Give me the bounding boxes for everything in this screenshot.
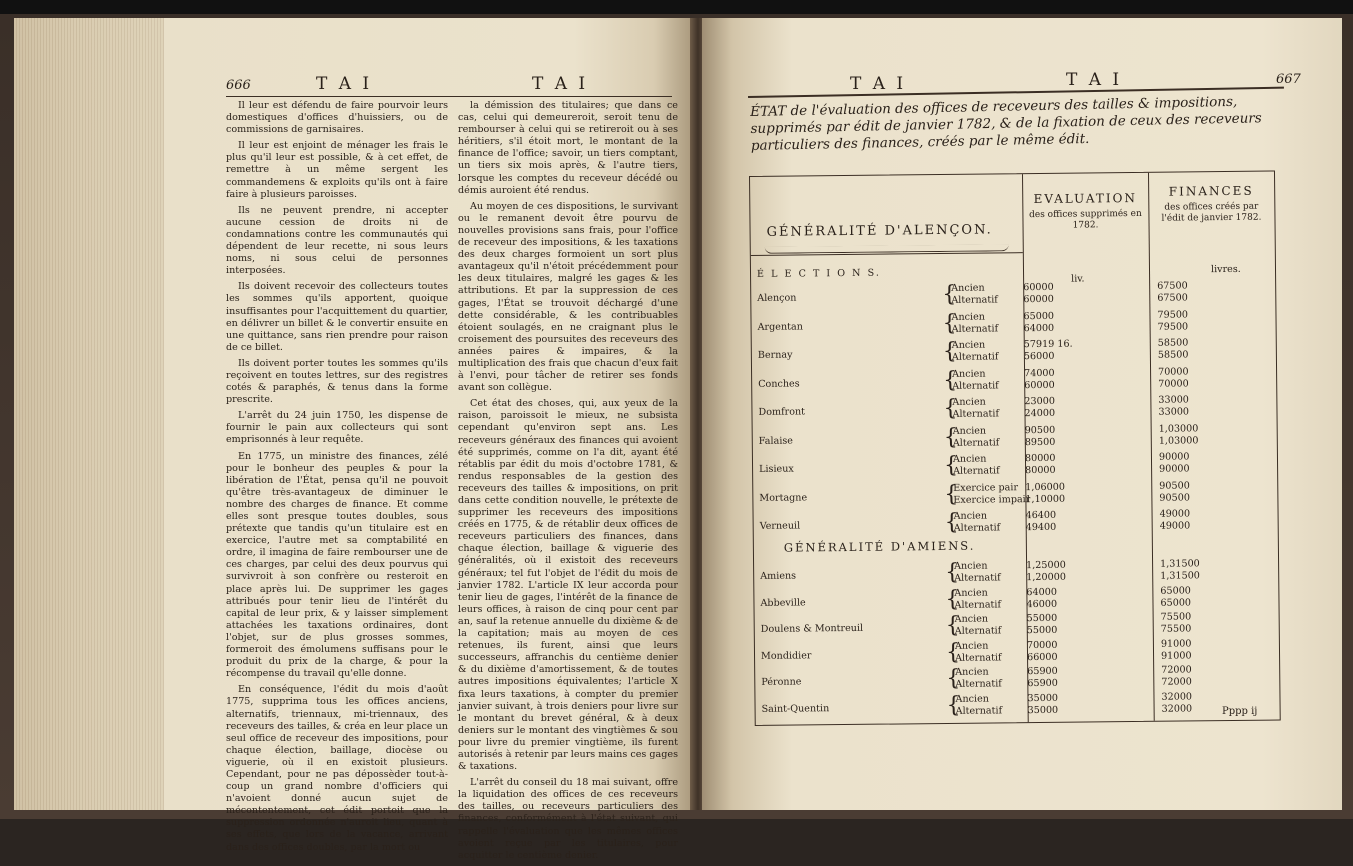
office-type-second: Alternatif xyxy=(954,651,1002,664)
finance-value: 70000 xyxy=(1158,365,1189,378)
brace-icon: { xyxy=(944,481,959,507)
finance-value: 72000 xyxy=(1161,664,1192,676)
office-type-second: Alternatif xyxy=(951,351,999,363)
elections-label: É L E C T I O N S. xyxy=(756,267,881,280)
finance-value: 90500 xyxy=(1159,479,1190,492)
evaluation-value: 80000 xyxy=(1025,464,1056,477)
election-name: Mondidier xyxy=(760,649,812,662)
office-type-second: Exercice impair xyxy=(953,493,1031,506)
finance-values xyxy=(1158,337,1189,361)
office-type-second: Alternatif xyxy=(952,379,999,392)
finance-value: 58500 xyxy=(1157,349,1189,361)
paragraph: En 1775, un ministre des finances, zélé pour le bonheur des peuples & pour la libération de l'État, pensa qu'il ne pouvoit qu'être très-avantageux de diminuer le nombre des charges de finance. Et comme elles sont presque toutes doubles, sous prétexte que tandis qu'un titulaire est en exercice, l'autre met sa comptabilité en ordre, il imagina de faire rembourser une de ces charges, par celui des deux pourvus qui survivroit à son confrère ou resteroit en place après lui. De supprimer les gages attribués pour tenir lieu de l'intérêt du capital de leur prix, & y laisser simplement attachées les taxations ordinaires, dont l'objet, sur de plus grosses sommes, formeroit des émolumens suffisans pour le produit du prix de la charge, & pour la récompense du travail qu'elle donne. xyxy=(226,450,448,680)
paragraph: Il leur est enjoint de ménager les frais le plus qu'il leur est possible, & à cet effet, de remettre à un même sergent les commandemens & exploits qu'ils ont à faire faire à plusieurs paroisses. xyxy=(226,140,448,200)
finance-value: 32000 xyxy=(1161,690,1193,703)
table-row xyxy=(757,451,1273,482)
office-type xyxy=(955,666,1002,690)
paragraph: Au moyen de ces dispositions, le survivant ou le remanent devoit être pourvu de nouvelles provisions sans frais, pour l'office de receveur des impositions, & les taxations des deux charges formoient un sort plus avantageux qu'il n'étoit précédemment pour les deux titulaires, malgré les gages & les attributions. Et par la suppression de ces gages, l'État se trouvoit déchargé d'une dette considérable, & les contribuables étoient soulagés, en ne craignant plus le croisement des poursuites des receveurs des années paires & impaires, & la multiplication des frais que chacun d'eux fait à l'envi, pour tâcher de retirer ses fonds avant son collègue. xyxy=(458,200,678,394)
paragraph: Il leur est défendu de faire pourvoir leurs domestiques d'offices d'huissiers, ou de commissions de garnisaires. xyxy=(226,100,448,136)
table-row xyxy=(758,508,1274,539)
evaluation-value: 46000 xyxy=(1026,598,1058,610)
finance-value: 65000 xyxy=(1160,584,1191,597)
election-name: Amiens xyxy=(760,570,797,582)
election-name: Lisieux xyxy=(759,463,794,475)
evaluation-values xyxy=(1026,560,1066,584)
election-name: Alençon xyxy=(757,292,797,304)
left-column-1 xyxy=(226,100,448,858)
evaluation-value: 57919 16. xyxy=(1023,338,1073,351)
table-row xyxy=(755,280,1271,311)
finance-value: 79500 xyxy=(1157,320,1189,333)
open-book xyxy=(14,18,1342,861)
evaluation-value: 80000 xyxy=(1024,452,1056,465)
brace-icon: { xyxy=(945,559,960,585)
office-type-second: Alternatif xyxy=(952,436,1000,449)
evaluation-values xyxy=(1027,639,1058,663)
finance-values xyxy=(1161,638,1192,662)
evaluation-values xyxy=(1027,613,1058,637)
brace-icon: { xyxy=(943,367,958,393)
paragraph: Ils doivent porter toutes les sommes qu'ils reçoivent en toutes lettres, sur des registres cotés & paraphés, & tenus dans la forme prescrite. xyxy=(226,357,448,406)
right-page-number: 667 xyxy=(1276,72,1301,87)
office-type xyxy=(954,560,1001,584)
finances-unit: livres. xyxy=(1210,263,1241,276)
left-page xyxy=(14,18,694,861)
evaluation-value: 65900 xyxy=(1027,677,1058,690)
evaluation-value: 60000 xyxy=(1024,379,1055,391)
office-type xyxy=(955,640,1002,664)
table-row xyxy=(756,394,1272,425)
office-type-second: Alternatif xyxy=(952,408,1000,420)
finance-values xyxy=(1158,366,1189,390)
finance-value: 67500 xyxy=(1157,292,1188,304)
finance-values xyxy=(1160,508,1191,532)
evaluation-value: 23000 xyxy=(1024,395,1055,408)
evaluation-value: 65000 xyxy=(1023,310,1055,322)
office-type-first: Ancien xyxy=(953,510,988,522)
table-row xyxy=(757,422,1273,453)
evaluation-value: 35000 xyxy=(1027,704,1059,716)
election-name: Péronne xyxy=(761,676,802,688)
evaluation-table xyxy=(749,170,1281,725)
finance-value: 1,03000 xyxy=(1158,422,1199,435)
paragraph: L'arrêt du conseil du 18 mai suivant, offre la liquidation des offices de ces receveurs des tailles, ou receveurs particuliers des finances, conformément à l'état suivant, qui rappelle l'évaluation que les mêmes offices avoient reçue par les titulaires, pour acquitter le centième denier. xyxy=(458,777,678,861)
finances-subheading: des offices créés par l'édit de janvier 1782. xyxy=(1161,201,1262,224)
evaluation-value: 1,25000 xyxy=(1026,559,1066,572)
election-name: Argentan xyxy=(757,320,803,333)
table-row xyxy=(757,479,1273,510)
office-type xyxy=(953,482,1030,507)
finance-value: 49000 xyxy=(1159,508,1191,520)
evaluation-value: 56000 xyxy=(1023,350,1055,363)
finance-values xyxy=(1158,394,1189,418)
finance-values xyxy=(1157,309,1188,333)
generality-amiens-heading: GÉNÉRALITÉ D'AMIENS. xyxy=(783,538,976,555)
evaluation-values xyxy=(1025,453,1056,477)
election-name: Falaise xyxy=(758,435,794,447)
header-rule xyxy=(226,96,672,97)
page-edges xyxy=(14,18,164,810)
paragraph: Ils doivent recevoir des collecteurs toutes les sommes qu'ils apportent, quoique insuffisantes pour l'acquittement du quartier, en délivrer un billet & le convertir ensuite en une quittance, sans rien prendre pour raison de ce billet. xyxy=(226,281,448,353)
finance-value: 91000 xyxy=(1160,649,1192,662)
brace-icon: { xyxy=(946,692,961,718)
left-page-number: 666 xyxy=(226,78,251,93)
office-type-first: Ancien xyxy=(951,311,985,323)
evaluation-values xyxy=(1023,310,1054,334)
brace-icon: { xyxy=(942,281,957,307)
evaluation-value: 74000 xyxy=(1024,367,1055,379)
office-type xyxy=(954,587,1001,611)
brace-icon: { xyxy=(943,395,958,421)
brace-icon: { xyxy=(945,586,960,612)
office-type xyxy=(952,368,999,392)
finance-value: 33000 xyxy=(1158,394,1189,406)
evaluation-value: 49400 xyxy=(1025,521,1057,534)
office-type-second: Alternatif xyxy=(953,522,1001,534)
finance-value: 90500 xyxy=(1159,491,1190,504)
brace-icon: { xyxy=(945,612,960,638)
election-name: Saint-Quentin xyxy=(761,702,830,715)
finance-value: 49000 xyxy=(1159,520,1191,532)
paragraph: la démission des titulaires; que dans ce cas, celui qui demeureroit, seroit tenu de rembourser à celui qui se retireroit ou à ses héritiers, s'il étoit mort, le montant de la finance de l'office; savoir, un tiers comptant, un tiers six mois après, & l'autre tiers, lorsque les comptes du receveur décédé ou démis auroient été rendus. xyxy=(458,100,678,196)
right-header-2: T A I xyxy=(1066,70,1123,90)
finance-value: 1,31500 xyxy=(1160,558,1200,570)
evaluation-value: 55000 xyxy=(1026,624,1058,637)
evaluation-value: 66000 xyxy=(1026,651,1058,663)
right-header-1: T A I xyxy=(850,74,907,94)
evaluation-value: 35000 xyxy=(1027,692,1059,704)
signature-mark: Pppp ij xyxy=(1222,706,1258,717)
office-type xyxy=(952,396,999,420)
left-header-2: T A I xyxy=(532,74,589,94)
evaluation-unit: liv. xyxy=(1071,273,1085,285)
evaluation-value: 1,20000 xyxy=(1026,571,1066,584)
evaluation-subheading: des offices supprimés en 1782. xyxy=(1029,208,1142,231)
finance-value: 32000 xyxy=(1161,702,1193,715)
election-name: Domfront xyxy=(758,406,806,418)
finance-value: 91000 xyxy=(1160,637,1192,650)
brace-icon: { xyxy=(943,424,958,450)
election-name: Doulens & Montreuil xyxy=(760,622,864,635)
table-title: ÉTAT de l'évaluation des offices de receveurs des tailles & impositions, supprimés par édit de janvier 1782, & de la fixation de ceux des receveurs particuliers des finances, créés par le même édit. xyxy=(750,93,1262,154)
office-type-first: Ancien xyxy=(954,587,988,599)
evaluation-value: 60000 xyxy=(1023,293,1054,306)
evaluation-values xyxy=(1024,396,1055,420)
finance-value: 67500 xyxy=(1157,280,1188,292)
brace-icon: { xyxy=(944,509,959,535)
finance-values xyxy=(1160,585,1191,609)
table-row xyxy=(756,365,1272,396)
evaluation-value: 64000 xyxy=(1023,322,1055,334)
finance-values xyxy=(1161,691,1192,715)
finance-value: 72000 xyxy=(1161,676,1192,688)
election-name: Bernay xyxy=(757,349,793,361)
office-type-second: Alternatif xyxy=(954,572,1001,584)
office-type xyxy=(953,453,1000,477)
finance-value: 33000 xyxy=(1158,406,1190,418)
evaluation-heading: EVALUATION xyxy=(1033,190,1138,207)
finances-heading: FINANCES xyxy=(1168,183,1254,199)
paragraph: L'arrêt du 24 juin 1750, les dispense de fournir le pain aux collecteurs qui sont emprisonnés à leur requête. xyxy=(226,410,448,446)
left-column-2 xyxy=(458,100,678,866)
office-type-second: Alternatif xyxy=(954,625,1002,637)
office-type-first: Exercice pair xyxy=(953,481,1019,494)
table-row xyxy=(755,308,1271,339)
finance-values xyxy=(1157,280,1188,304)
evaluation-value: 60000 xyxy=(1023,281,1054,294)
brace-icon: { xyxy=(942,338,957,364)
office-type xyxy=(953,425,1000,449)
evaluation-value: 46400 xyxy=(1025,509,1057,522)
left-header-1: T A I xyxy=(316,74,373,94)
evaluation-value: 24000 xyxy=(1024,407,1056,420)
office-type xyxy=(951,311,998,335)
brace-icon: { xyxy=(943,452,959,478)
office-type-first: Ancien xyxy=(951,282,985,294)
office-type-second: Alternatif xyxy=(951,322,999,335)
paragraph: Ils ne peuvent prendre, ni accepter aucune cession de droits ni de condamnations contre les communautés qui dépendent de leur recette, ni sous leurs noms, ni sous celui de personnes interposées. xyxy=(226,204,448,277)
election-name: Conches xyxy=(758,377,800,390)
evaluation-values xyxy=(1025,481,1065,505)
evaluation-values xyxy=(1027,666,1058,690)
evaluation-values xyxy=(1027,692,1058,716)
evaluation-values xyxy=(1025,424,1056,448)
office-type-first: Ancien xyxy=(952,396,986,408)
right-page xyxy=(702,18,1342,810)
finance-value: 75500 xyxy=(1160,623,1192,635)
finance-value: 90000 xyxy=(1158,451,1190,463)
paragraph: En conséquence, l'édit du mois d'août 1775, supprima tous les offices anciens, alternatifs, triennaux, mi-triennaux, des receveurs des tailles, & créa en leur place un seul office de receveur des impositions, pour chaque élection, baillage, diocèse ou viguerie, où il en existoit plusieurs. Cependant, pour ne pas dépossèder tout-à-coup un grand nombre d'officiers qui n'avoient donné aucun sujet de mécontentement, cet édit portoit que la suppression ordonnée n'auroit lieu, quant à ses effets, que lors de la vacance, arrivant dans des offices doubles, par la mort ou xyxy=(226,684,448,853)
office-type-first: Ancien xyxy=(951,339,986,351)
finance-value: 1,31500 xyxy=(1160,570,1200,582)
table-row xyxy=(759,690,1275,721)
office-type-first: Ancien xyxy=(952,425,987,437)
office-type xyxy=(951,282,998,306)
finance-value: 1,03000 xyxy=(1158,434,1199,447)
office-type-first: Ancien xyxy=(952,368,986,380)
finance-values xyxy=(1159,451,1190,475)
office-type-first: Ancien xyxy=(955,693,989,705)
election-name: Abbeville xyxy=(760,596,806,609)
office-type-second: Alternatif xyxy=(953,465,1000,477)
finance-value: 65000 xyxy=(1160,596,1192,609)
office-type-first: Ancien xyxy=(954,560,988,572)
evaluation-value: 64000 xyxy=(1026,586,1057,598)
finance-value: 75500 xyxy=(1160,611,1192,623)
finance-value: 70000 xyxy=(1158,377,1189,390)
evaluation-value: 1,06000 xyxy=(1025,481,1066,493)
evaluation-value: 65900 xyxy=(1027,665,1058,678)
brace-icon: { xyxy=(946,665,961,691)
table-row xyxy=(756,337,1272,368)
finance-values xyxy=(1159,423,1199,447)
office-type xyxy=(952,339,999,363)
finance-values xyxy=(1160,558,1200,582)
finance-value: 90000 xyxy=(1159,463,1190,475)
paragraph: Cet état des choses, qui, aux yeux de la raison, paroissoit le mieux, ne subsista cependant qu'environ sept ans. Les receveurs généraux des finances qui avoient été supprimés, comme on l'a dit, ayant été rétablis par édit du mois d'octobre 1781, & rendus responsables de la gestion des receveurs des tailles & impositions, on prit dans cette condition nouvelle, le prétexte de supprimer les receveurs des impositions créés en 1775, & de rétablir deux offices de receveurs particuliers des finances, dans chaque élection, baillage & viguerie des généralités, où il existoit des receveurs généraux; tel fut l'objet de l'édit du mois de janvier 1782. L'article IX leur accorda pour tenir lieu de gages, l'intérêt de la finance de leurs offices, à raison de cinq pour cent par an, sauf la retenue annuelle du dixième & de la capitation; mais au moyen de ces retenues, ils furent, ainsi que leurs successeurs, affranchis du centième denier & du dixième d'amortissement, & de toutes autres impositions équivalentes; l'article X fixa leurs taxations, à compter du premier janvier suivant, à trois deniers pour livre sur le montant du brevet général, & à deux deniers sur le montant des vingtièmes & sou pour livre du premier vingtième, ils furent autorisés à retenir par leurs mains ces gages & taxations. xyxy=(458,398,678,773)
office-type xyxy=(955,693,1002,717)
generality-alencon-heading: GÉNÉRALITÉ D'ALENÇON. xyxy=(766,222,993,240)
finance-value: 58500 xyxy=(1157,337,1189,349)
office-type-second: Alternatif xyxy=(951,294,998,306)
evaluation-values xyxy=(1026,510,1057,534)
evaluation-values xyxy=(1024,367,1055,391)
office-type xyxy=(955,613,1002,637)
office-type-first: Ancien xyxy=(954,640,989,652)
brace-icon: { xyxy=(945,639,961,665)
finance-values xyxy=(1161,611,1192,635)
evaluation-values xyxy=(1023,282,1054,306)
finance-values xyxy=(1159,480,1190,504)
evaluation-value: 55000 xyxy=(1026,612,1058,625)
office-type-first: Ancien xyxy=(954,613,989,625)
evaluation-value: 70000 xyxy=(1026,639,1058,651)
office-type-second: Alternatif xyxy=(955,704,1003,717)
office-type xyxy=(954,510,1001,534)
finance-value: 79500 xyxy=(1157,308,1189,321)
finance-values xyxy=(1161,664,1192,688)
evaluation-values xyxy=(1024,339,1073,364)
office-type-second: Alternatif xyxy=(954,598,1002,611)
office-type-second: Alternatif xyxy=(955,678,1002,690)
evaluation-value: 1,10000 xyxy=(1025,493,1066,505)
office-type-first: Ancien xyxy=(952,453,987,465)
evaluation-value: 89500 xyxy=(1024,436,1056,448)
evaluation-value: 90500 xyxy=(1024,424,1056,436)
election-name: Verneuil xyxy=(759,520,801,532)
election-name: Mortagne xyxy=(759,491,808,504)
brace-icon: { xyxy=(942,310,957,336)
evaluation-values xyxy=(1026,586,1057,610)
office-type-first: Ancien xyxy=(955,666,989,678)
